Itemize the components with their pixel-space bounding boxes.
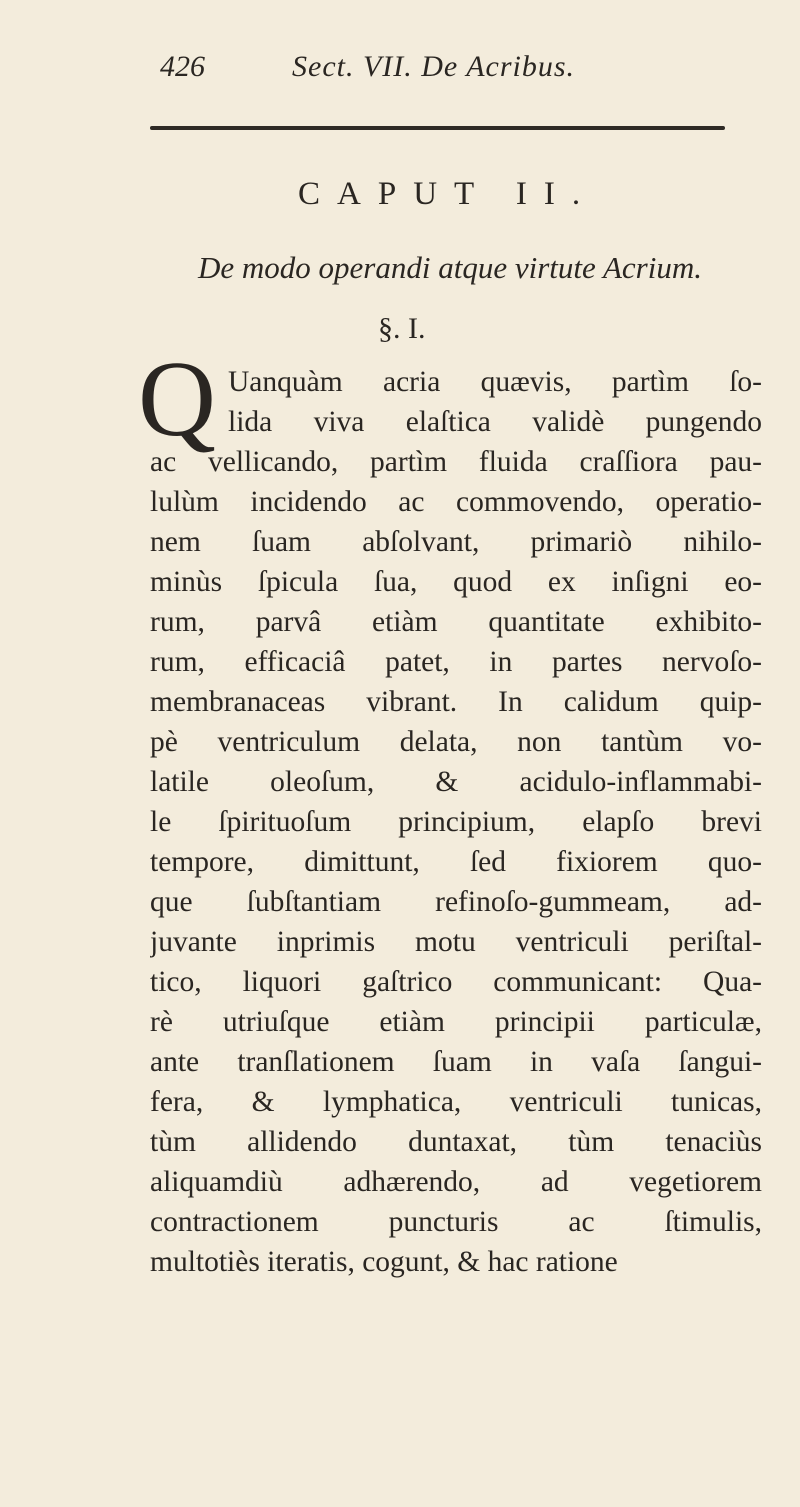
text-line: multotiès iteratis, cogunt, & hac ratione bbox=[150, 1246, 618, 1278]
header-rule bbox=[150, 126, 725, 130]
text-line: juvante inprimis motu ventriculi periſtal- bbox=[150, 926, 762, 958]
chapter-subtitle: De modo operandi atque virtute Acrium. bbox=[198, 250, 702, 285]
text-line: ante tranſlationem ſuam in vaſa ſangui- bbox=[150, 1046, 762, 1078]
section-title: Sect. VII. De Acribus. bbox=[292, 50, 576, 83]
text-line: latile oleoſum, & acidulo-inflammabi- bbox=[150, 766, 762, 798]
paragraph-mark: §. I. bbox=[378, 312, 426, 345]
text-line: le ſpirituoſum principium, elapſo brevi bbox=[150, 806, 762, 838]
text-line: minùs ſpicula ſua, quod ex inſigni eo- bbox=[150, 566, 762, 598]
drop-cap: Q bbox=[138, 340, 216, 459]
text-line: fera, & lymphatica, ventriculi tunicas, bbox=[150, 1086, 762, 1118]
text-line: tico, liquori gaſtrico communicant: Qua- bbox=[150, 966, 762, 998]
text-line: que ſubſtantiam refinoſo-gummeam, ad- bbox=[150, 886, 762, 918]
running-head bbox=[160, 50, 760, 100]
text-line: nem ſuam abſolvant, primariò nihilo- bbox=[150, 526, 762, 558]
page-number: 426 bbox=[160, 50, 205, 83]
text-line: tempore, dimittunt, ſed fixiorem quo- bbox=[150, 846, 762, 878]
text-line: lida viva elaſtica validè pungendo bbox=[228, 406, 762, 438]
text-line: aliquamdiù adhærendo, ad vegetiorem bbox=[150, 1166, 762, 1198]
text-line: rum, parvâ etiàm quantitate exhibito- bbox=[150, 606, 762, 638]
text-line: rum, efficaciâ patet, in partes nervoſo- bbox=[150, 646, 762, 678]
text-line: lulùm incidendo ac commovendo, operatio- bbox=[150, 486, 762, 518]
text-line: Uanquàm acria quævis, partìm ſo- bbox=[228, 366, 762, 398]
text-line: tùm allidendo duntaxat, tùm tenaciùs bbox=[150, 1126, 762, 1158]
text-line: membranaceas vibrant. In calidum quip- bbox=[150, 686, 762, 718]
text-line: rè utriuſque etiàm principii particulæ, bbox=[150, 1006, 762, 1038]
text-line: contractionem puncturis ac ſtimulis, bbox=[150, 1206, 762, 1238]
text-line: pè ventriculum delata, non tantùm vo- bbox=[150, 726, 762, 758]
text-line: ac vellicando, partìm fluida craſſiora pau- bbox=[150, 446, 762, 478]
chapter-heading: CAPUT II. bbox=[298, 176, 598, 212]
